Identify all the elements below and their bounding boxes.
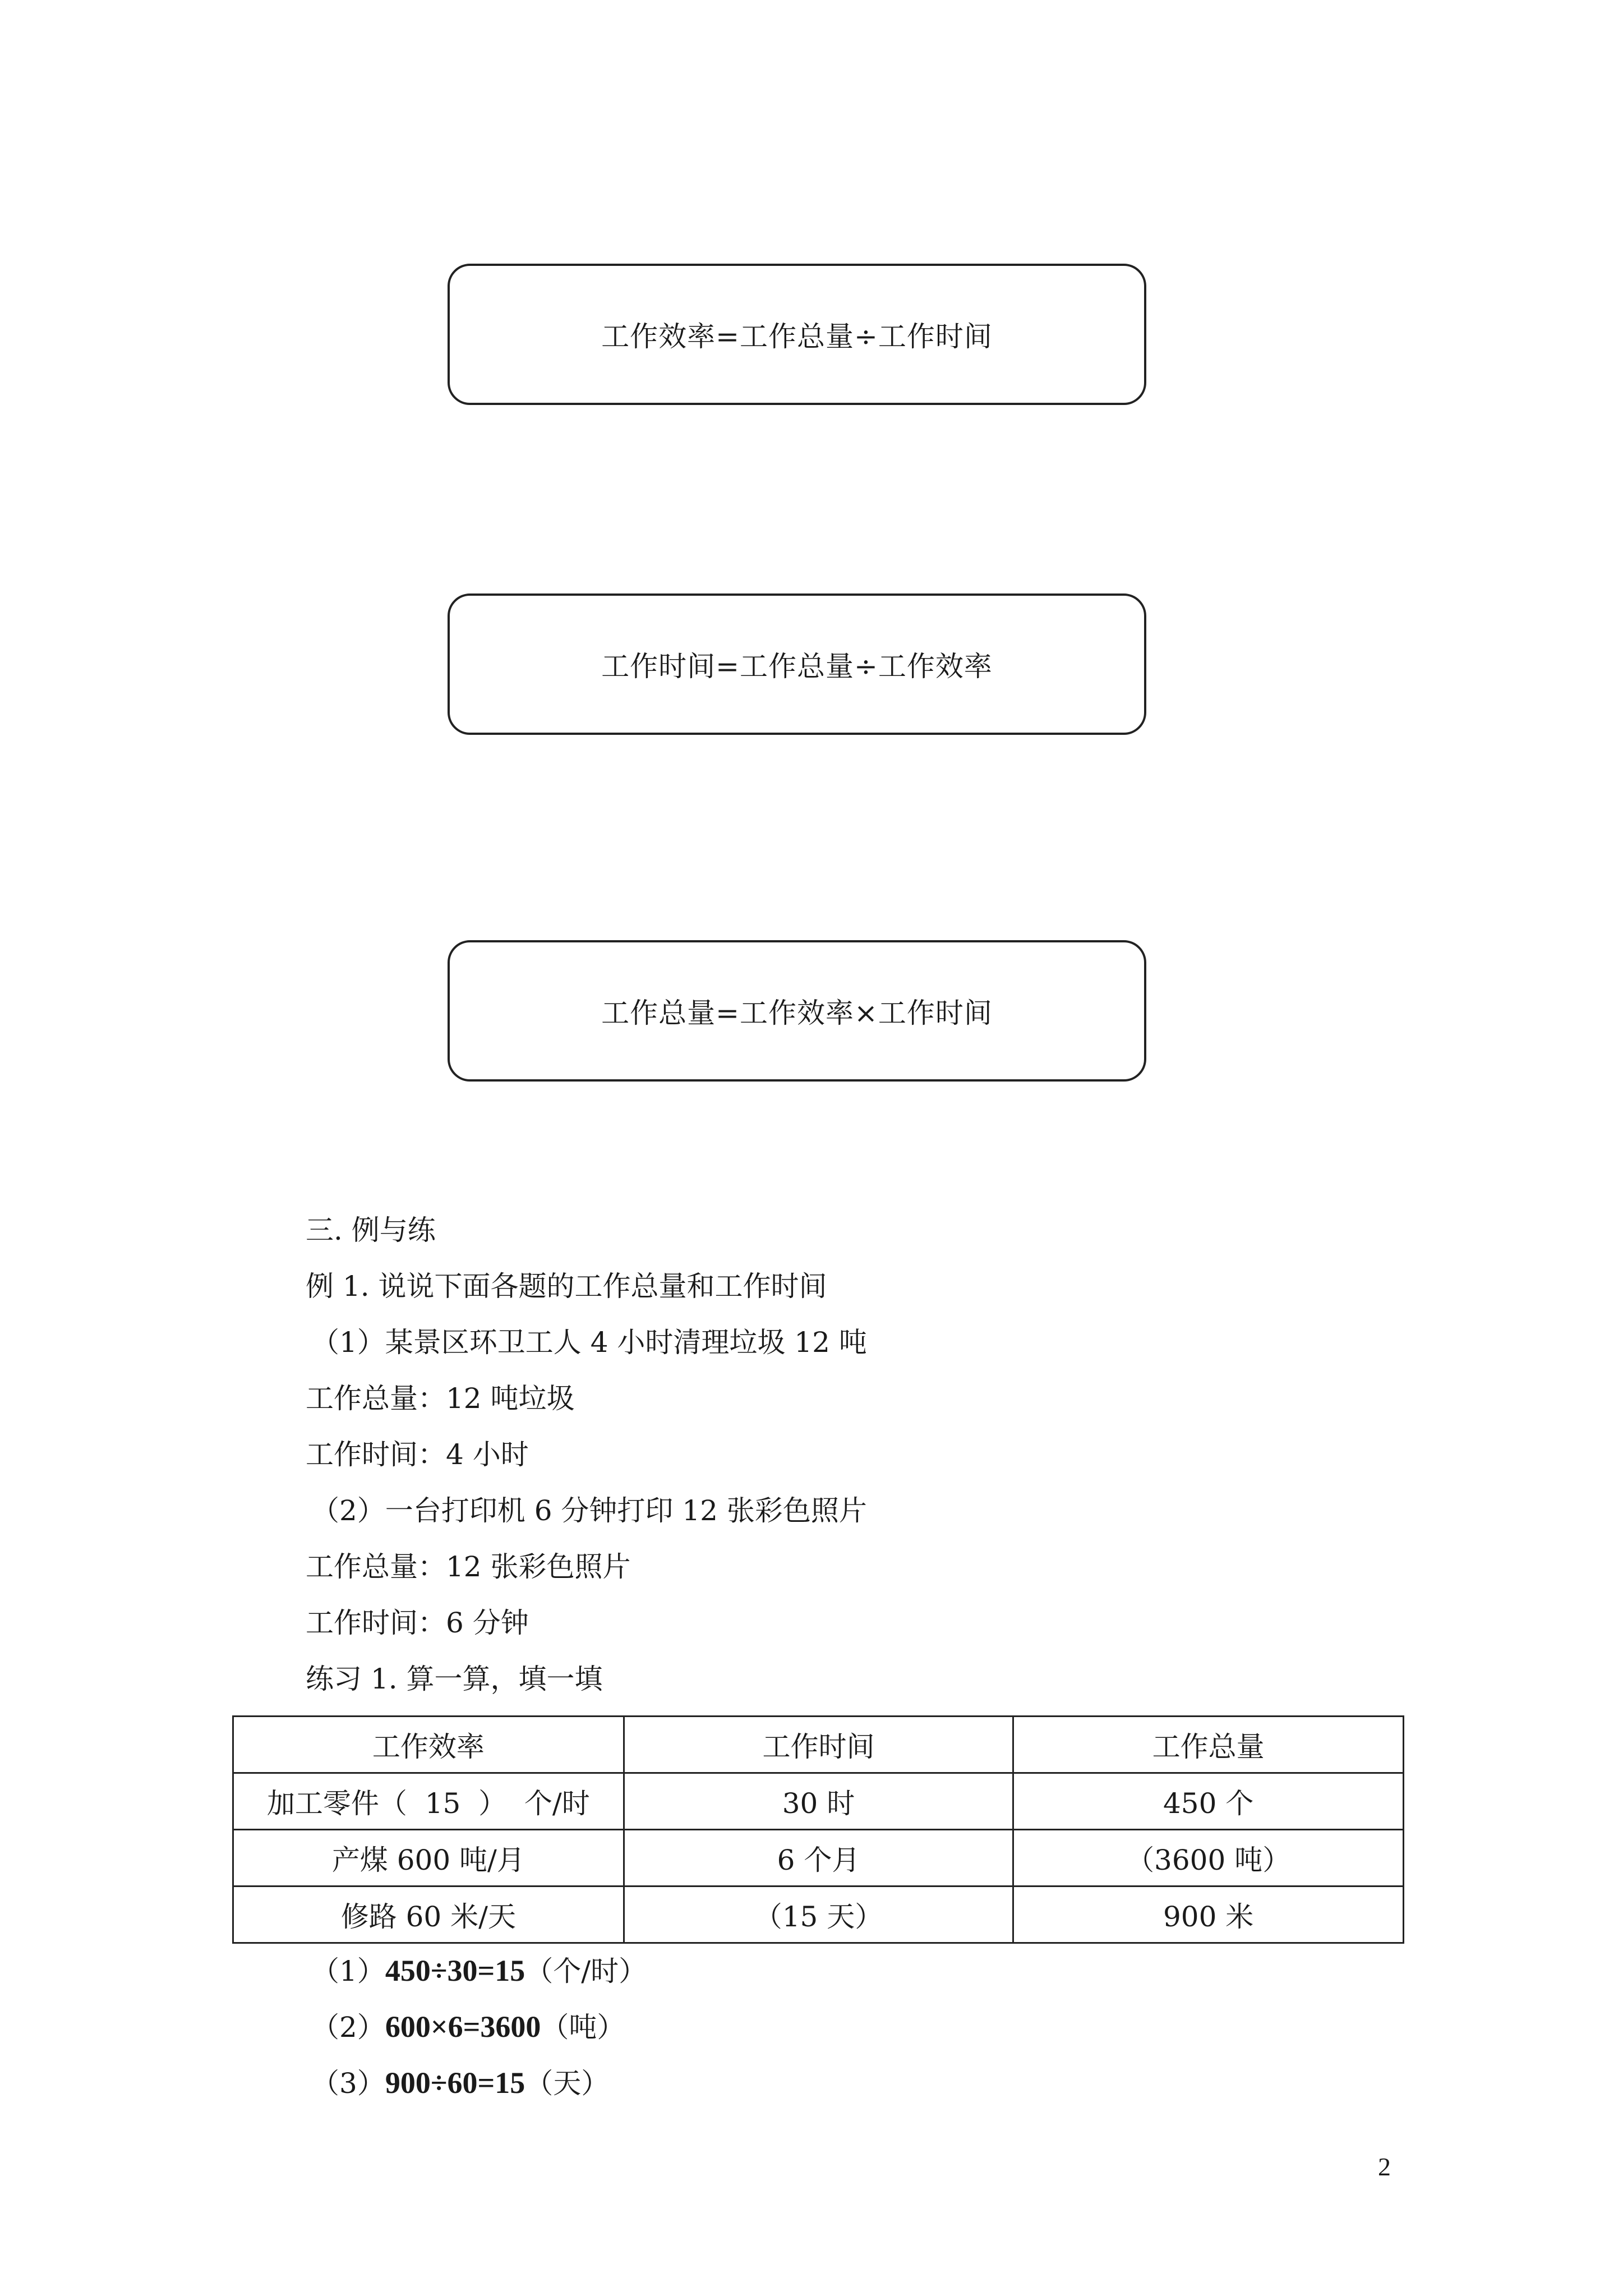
- answer-expression: 600×6=3600: [385, 2010, 541, 2044]
- table-cell: 6 个月: [624, 1830, 1013, 1887]
- table-cell: 30 时: [624, 1773, 1013, 1830]
- table-row: [233, 1887, 1404, 1943]
- table-header-cell: 工作总量: [1013, 1717, 1404, 1773]
- answer-prefix: （2）: [311, 2011, 385, 2044]
- practice-title: 练习 1. 算一算，填一填: [306, 1663, 603, 1695]
- example2-total: 工作总量：12 张彩色照片: [306, 1550, 631, 1583]
- answer-unit: （天）: [525, 2067, 610, 2100]
- table-row: [233, 1773, 1404, 1830]
- table-cell: 450 个: [1013, 1773, 1404, 1830]
- table-cell: 900 米: [1013, 1887, 1404, 1943]
- table-cell: （3600 吨）: [1013, 1830, 1404, 1887]
- table-cell: 修路 60 米/天: [233, 1887, 624, 1943]
- answer-unit: （个/时）: [525, 1955, 647, 1987]
- table-header-cell: 工作时间: [624, 1717, 1013, 1773]
- answer-line-1: [311, 1954, 647, 1988]
- answer-unit: （吨）: [541, 2011, 625, 2044]
- table-row: [233, 1830, 1404, 1887]
- example1-total: 工作总量：12 吨垃圾: [306, 1382, 575, 1415]
- table-cell: 加工零件（ 15 ） 个/时: [233, 1773, 624, 1830]
- example-title: 例 1. 说说下面各题的工作总量和工作时间: [306, 1270, 827, 1303]
- answer-expression: 900÷60=15: [385, 2066, 525, 2100]
- answer-prefix: （3）: [311, 2067, 385, 2100]
- formula-time: 工作时间=工作总量÷工作效率: [601, 650, 993, 683]
- table-cell: （15 天）: [624, 1887, 1013, 1943]
- formula-efficiency: 工作效率=工作总量÷工作时间: [601, 320, 993, 353]
- table-header-cell: 工作效率: [233, 1717, 624, 1773]
- table-cell: 产煤 600 吨/月: [233, 1830, 624, 1887]
- example1-question: （1）某景区环卫工人 4 小时清理垃圾 12 吨: [311, 1326, 867, 1359]
- practice-table: [232, 1715, 1404, 1944]
- formula-box-efficiency: [448, 264, 1146, 405]
- section-heading: 三. 例与练: [306, 1214, 436, 1246]
- answer-prefix: （1）: [311, 1955, 385, 1987]
- answer-line-2: [311, 2010, 625, 2044]
- example2-time: 工作时间：6 分钟: [306, 1607, 529, 1639]
- page-number: 2: [1378, 2152, 1391, 2181]
- formula-total: 工作总量=工作效率×工作时间: [601, 997, 993, 1029]
- formula-box-time: [448, 593, 1146, 735]
- table-header-row: [233, 1717, 1404, 1773]
- formula-box-total: [448, 940, 1146, 1082]
- example1-time: 工作时间：4 小时: [306, 1438, 529, 1471]
- example2-question: （2）一台打印机 6 分钟打印 12 张彩色照片: [311, 1494, 867, 1527]
- answer-expression: 450÷30=15: [385, 1954, 525, 1987]
- answer-line-3: [311, 2066, 609, 2100]
